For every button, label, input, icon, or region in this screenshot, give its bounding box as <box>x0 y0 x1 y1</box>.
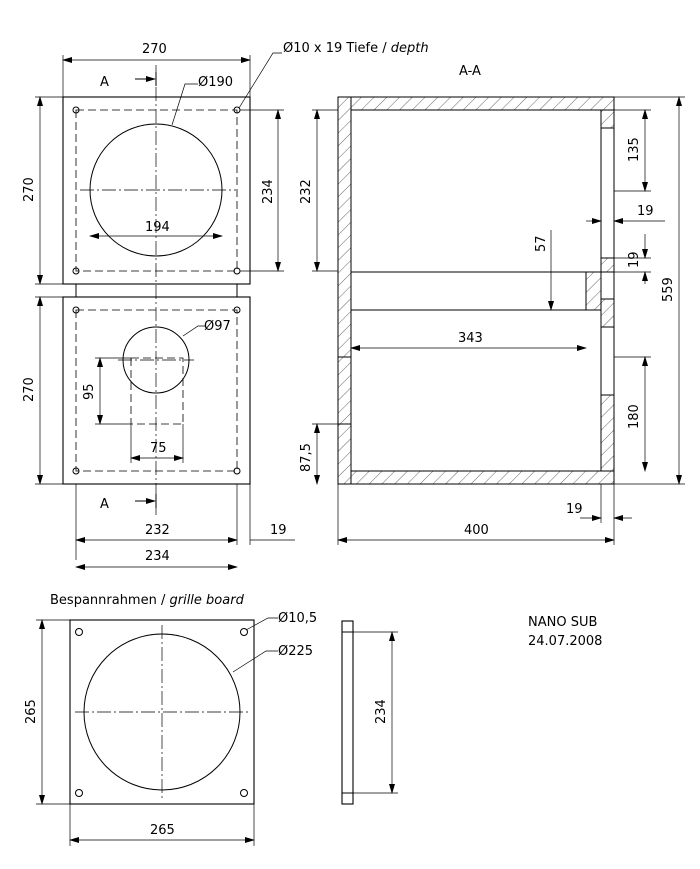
grille-front <box>70 620 254 804</box>
section-label-top: A <box>100 75 109 90</box>
title-block-name: NANO SUB <box>528 615 598 630</box>
section-label-bottom: A <box>100 497 109 512</box>
title-block-date: 24.07.2008 <box>528 634 603 649</box>
dim-front-height-upper: 270 <box>22 177 37 202</box>
screw-note-depth: depth <box>390 41 429 56</box>
dim-bottom-offset: 19 <box>270 523 287 538</box>
dim-section-57: 57 <box>534 235 549 252</box>
screw-hole-note <box>283 41 429 56</box>
dim-section-wall-19b: 19 <box>627 251 642 268</box>
grille-title-italic: grille board <box>169 593 244 608</box>
port-diameter: Ø97 <box>204 319 231 334</box>
grille-opening-diameter: Ø225 <box>278 644 314 659</box>
dim-port-width: 75 <box>150 441 167 456</box>
dim-section-135: 135 <box>627 137 642 162</box>
dim-grille-height: 265 <box>24 699 39 724</box>
dim-section-back-19: 19 <box>566 502 583 517</box>
section-title: A-A <box>459 64 481 79</box>
dim-front-width: 270 <box>142 42 167 57</box>
dim-section-343: 343 <box>458 331 483 346</box>
grille-side <box>342 621 353 804</box>
dim-section-400: 400 <box>464 523 489 538</box>
dim-driver-cut: 194 <box>145 220 170 235</box>
dim-section-wall-19a: 19 <box>637 204 654 219</box>
dim-section-87-5: 87,5 <box>299 443 314 472</box>
driver-diameter: Ø190 <box>198 75 234 90</box>
grille-title <box>50 593 245 608</box>
section-view <box>338 97 614 484</box>
dim-bottom-234: 234 <box>145 549 170 564</box>
dim-section-232: 232 <box>299 179 314 204</box>
screw-note-text: Ø10 x 19 Tiefe / <box>283 41 391 56</box>
grille-hole-diameter: Ø10,5 <box>278 611 318 626</box>
dim-hole-spacing: 234 <box>261 179 276 204</box>
dim-front-height-lower: 270 <box>22 377 37 402</box>
dim-section-559: 559 <box>661 277 676 302</box>
dim-section-180: 180 <box>627 404 642 429</box>
grille-dimensions <box>36 618 398 846</box>
dim-grille-width: 265 <box>150 823 175 838</box>
grille-title-text: Bespannrahmen / <box>50 593 170 608</box>
dim-port-height: 95 <box>82 383 97 400</box>
dim-bottom-232: 232 <box>145 523 170 538</box>
dim-grille-side: 234 <box>374 699 389 724</box>
